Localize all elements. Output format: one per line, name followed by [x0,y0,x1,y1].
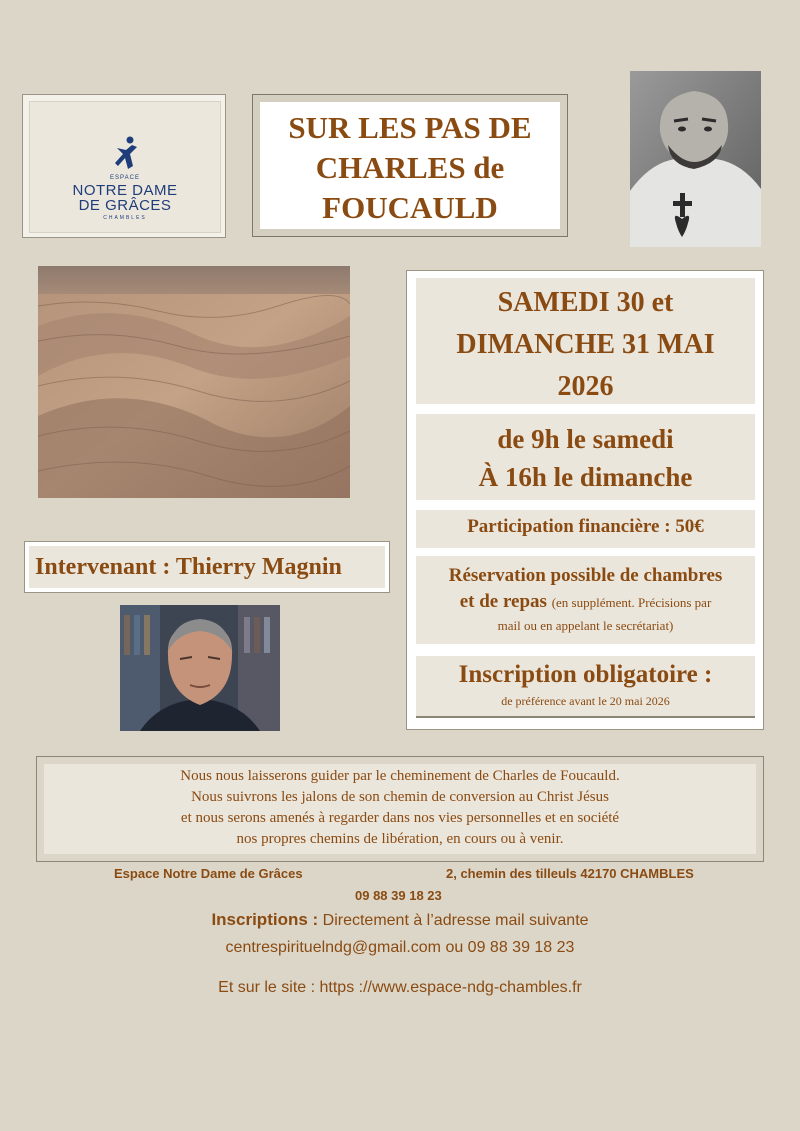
speaker-label: Intervenant : Thierry Magnin [29,546,385,588]
time-line-2: À 16h le dimanche [478,462,693,492]
price-panel: Participation financière : 50€ [416,510,755,548]
footer-inscriptions-text: Directement à l’adresse mail suivante [322,912,589,929]
logo [29,101,221,233]
logo-box [22,94,226,238]
desert-dunes-image [38,266,350,498]
footer-address: 2, chemin des tilleuls 42170 CHAMBLES [446,866,694,881]
footer-inscriptions [0,910,800,930]
reservation-line-2-small: (en supplément. Précisions par [551,595,712,610]
event-date-panel [416,278,755,404]
event-info-box [406,270,764,730]
footer-organization-name: Espace Notre Dame de Grâces [114,866,303,881]
inscription-panel [416,656,755,718]
inscription-deadline: de préférence avant le 20 mai 2026 [501,694,670,708]
footer-website[interactable]: Et sur le site : https ://www.espace-ndg-chambles.fr [218,979,582,996]
logo-name-line1: NOTRE DAME [72,182,178,199]
footer-phone: 09 88 39 18 23 [355,888,442,903]
footer-contact[interactable]: centrespirituelndg@gmail.com ou 09 88 39 18 23 [225,939,575,956]
description-line-2: Nous suivrons les jalons de son chemin de conversion au Christ Jésus [191,789,609,805]
title-box [252,94,568,237]
logo-figure-icon [114,136,140,172]
logo-name-line2: DE GRÂCES [78,197,172,214]
reservation-panel [416,556,755,644]
date-line-1: SAMEDI 30 et [497,287,674,318]
description-line-1: Nous nous laisserons guider par le cheminement de Charles de Foucauld. [180,768,620,784]
logo-city-text: CHAMBLES [103,215,147,221]
reservation-line-3: mail ou en appelant le secrétariat) [497,618,674,633]
description-text [44,764,756,854]
inscription-title: Inscription obligatoire : [458,661,713,688]
date-line-3: 2026 [557,371,614,402]
reservation-line-2-main: et de repas [459,591,547,612]
title-line-3: FOUCAULD [322,190,498,225]
charles-de-foucauld-portrait [630,71,761,247]
title-line-2: CHARLES de [315,150,505,185]
title-line-1: SUR LES PAS DE [288,110,532,145]
description-line-3: et nous serons amenés à regarder dans nos vies personnelles et en société [180,810,620,826]
description-box [36,756,764,862]
event-time-panel [416,414,755,500]
reservation-line-1: Réservation possible de chambres [448,565,723,586]
date-line-2: DIMANCHE 31 MAI [456,329,715,360]
footer-inscriptions-label: Inscriptions : [211,910,319,929]
time-line-1: de 9h le samedi [497,424,674,454]
speaker-photo [120,605,280,731]
logo-espace-text: ESPACE [110,175,140,181]
reservation-line-2 [416,590,755,615]
description-line-4: nos propres chemins de libération, en cours ou à venir. [236,831,564,847]
speaker-box [24,541,390,593]
